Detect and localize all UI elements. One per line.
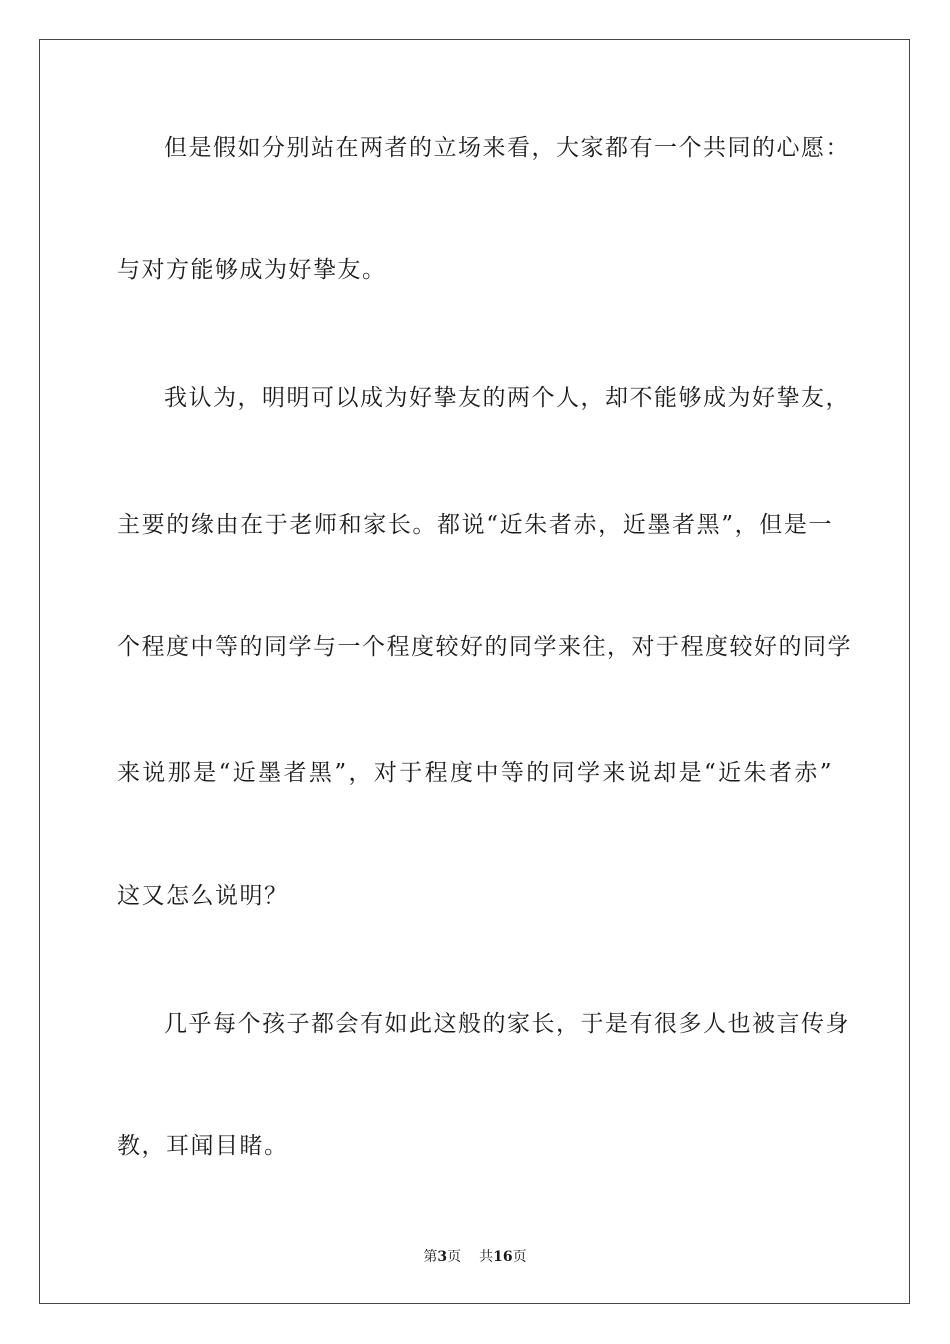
page-footer <box>0 1247 950 1267</box>
page-suffix: 页 <box>447 1249 462 1265</box>
paragraph-2-line-4: 来说那是“近墨者黑”，对于程度中等的同学来说却是“近朱者赤” <box>117 760 833 786</box>
page-prefix: 第 <box>423 1249 438 1265</box>
total-pages: 16 <box>493 1249 513 1265</box>
page-number: 3 <box>437 1249 448 1265</box>
paragraph-2-line-5: 这又怎么说明？ <box>117 883 289 909</box>
paragraph-2-line-1: 我认为，明明可以成为好挚友的两个人，却不能够成为好挚友， <box>164 385 850 411</box>
page-frame <box>39 39 910 1304</box>
paragraph-1-line-2: 与对方能够成为好挚友。 <box>117 257 387 283</box>
total-suffix: 页 <box>512 1249 527 1265</box>
paragraph-2-line-2: 主要的缘由在于老师和家长。都说“近朱者赤，近墨者黑”，但是一 <box>117 512 833 538</box>
paragraph-3-line-1: 几乎每个孩子都会有如此这般的家长，于是有很多人也被言传身 <box>164 1011 850 1037</box>
total-prefix: 共 <box>479 1249 494 1265</box>
paragraph-2-line-3: 个程度中等的同学与一个程度较好的同学来往，对于程度较好的同学 <box>117 634 852 660</box>
paragraph-1-line-1: 但是假如分别站在两者的立场来看，大家都有一个共同的心愿： <box>164 135 850 161</box>
paragraph-3-line-2: 教，耳闻目睹。 <box>117 1133 289 1159</box>
